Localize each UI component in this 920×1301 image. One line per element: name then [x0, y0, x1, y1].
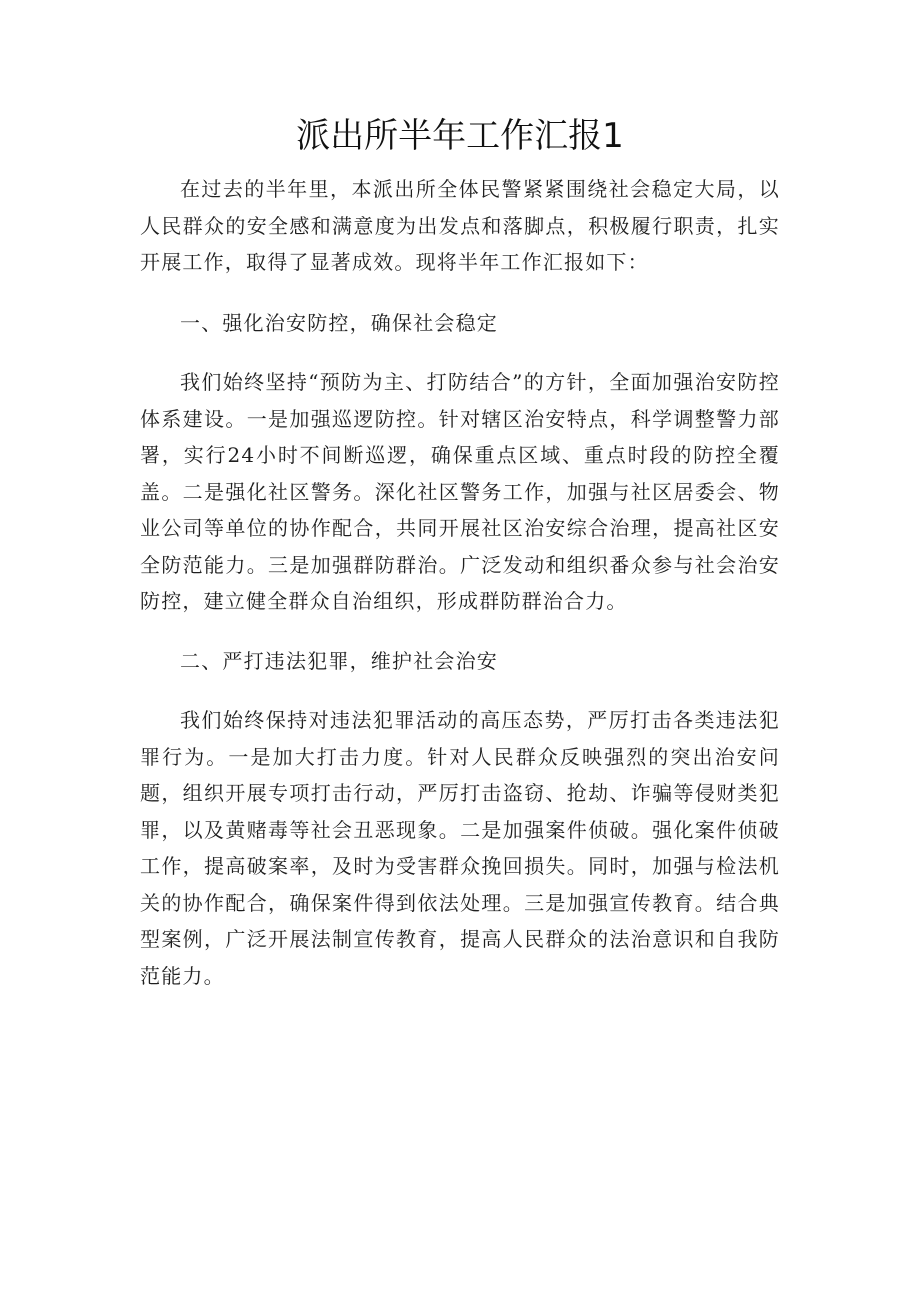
section-2-body: 我们始终保持对违法犯罪活动的高压态势，严厉打击各类违法犯罪行为。一是加大打击力度。针对人民群众反映强烈的突出治安问题，组织开展专项打击行动，严厉打击盗窃、抢劫、诈骗等侵财类犯罪，以及黄赌毒等社会丑恶现象。二是加强案件侦破。强化案件侦破工作，提高破案率，及时为受害群众挽回损失。同时，加强与检法机关的协作配合，确保案件得到依法处理。三是加强宣传教育。结合典型案例，广泛开展法制宣传教育，提高人民群众的法治意识和自我防范能力。 — [140, 708, 780, 988]
document-body — [140, 171, 780, 994]
intro-paragraph: 在过去的半年里，本派出所全体民警紧紧围绕社会稳定大局，以人民群众的安全感和满意度为出发点和落脚点，积极履行职责，扎实开展工作，取得了显著成效。现将半年工作汇报如下： — [140, 177, 780, 274]
section-2-heading: 二、严打违法犯罪，维护社会治安 — [180, 648, 498, 673]
document-title: 派出所半年工作汇报1 — [296, 116, 624, 156]
section-1-body: 我们始终坚持“预防为主、打防结合”的方针，全面加强治安防控体系建设。一是加强巡逻防控。针对辖区治安特点，科学调整警力部署，实行24小时不间断巡逻，确保重点区域、重点时段的防控全覆盖。二是强化社区警务。深化社区警务工作，加强与社区居委会、物业公司等单位的协作配合，共同开展社区治安综合治理，提高社区安全防范能力。三是加强群防群治。广泛发动和组织番众参与社会治安防控，建立健全群众自治组织，形成群防群治合力。 — [140, 370, 780, 613]
section-1-heading: 一、强化治安防控，确保社会稳定 — [180, 310, 498, 335]
